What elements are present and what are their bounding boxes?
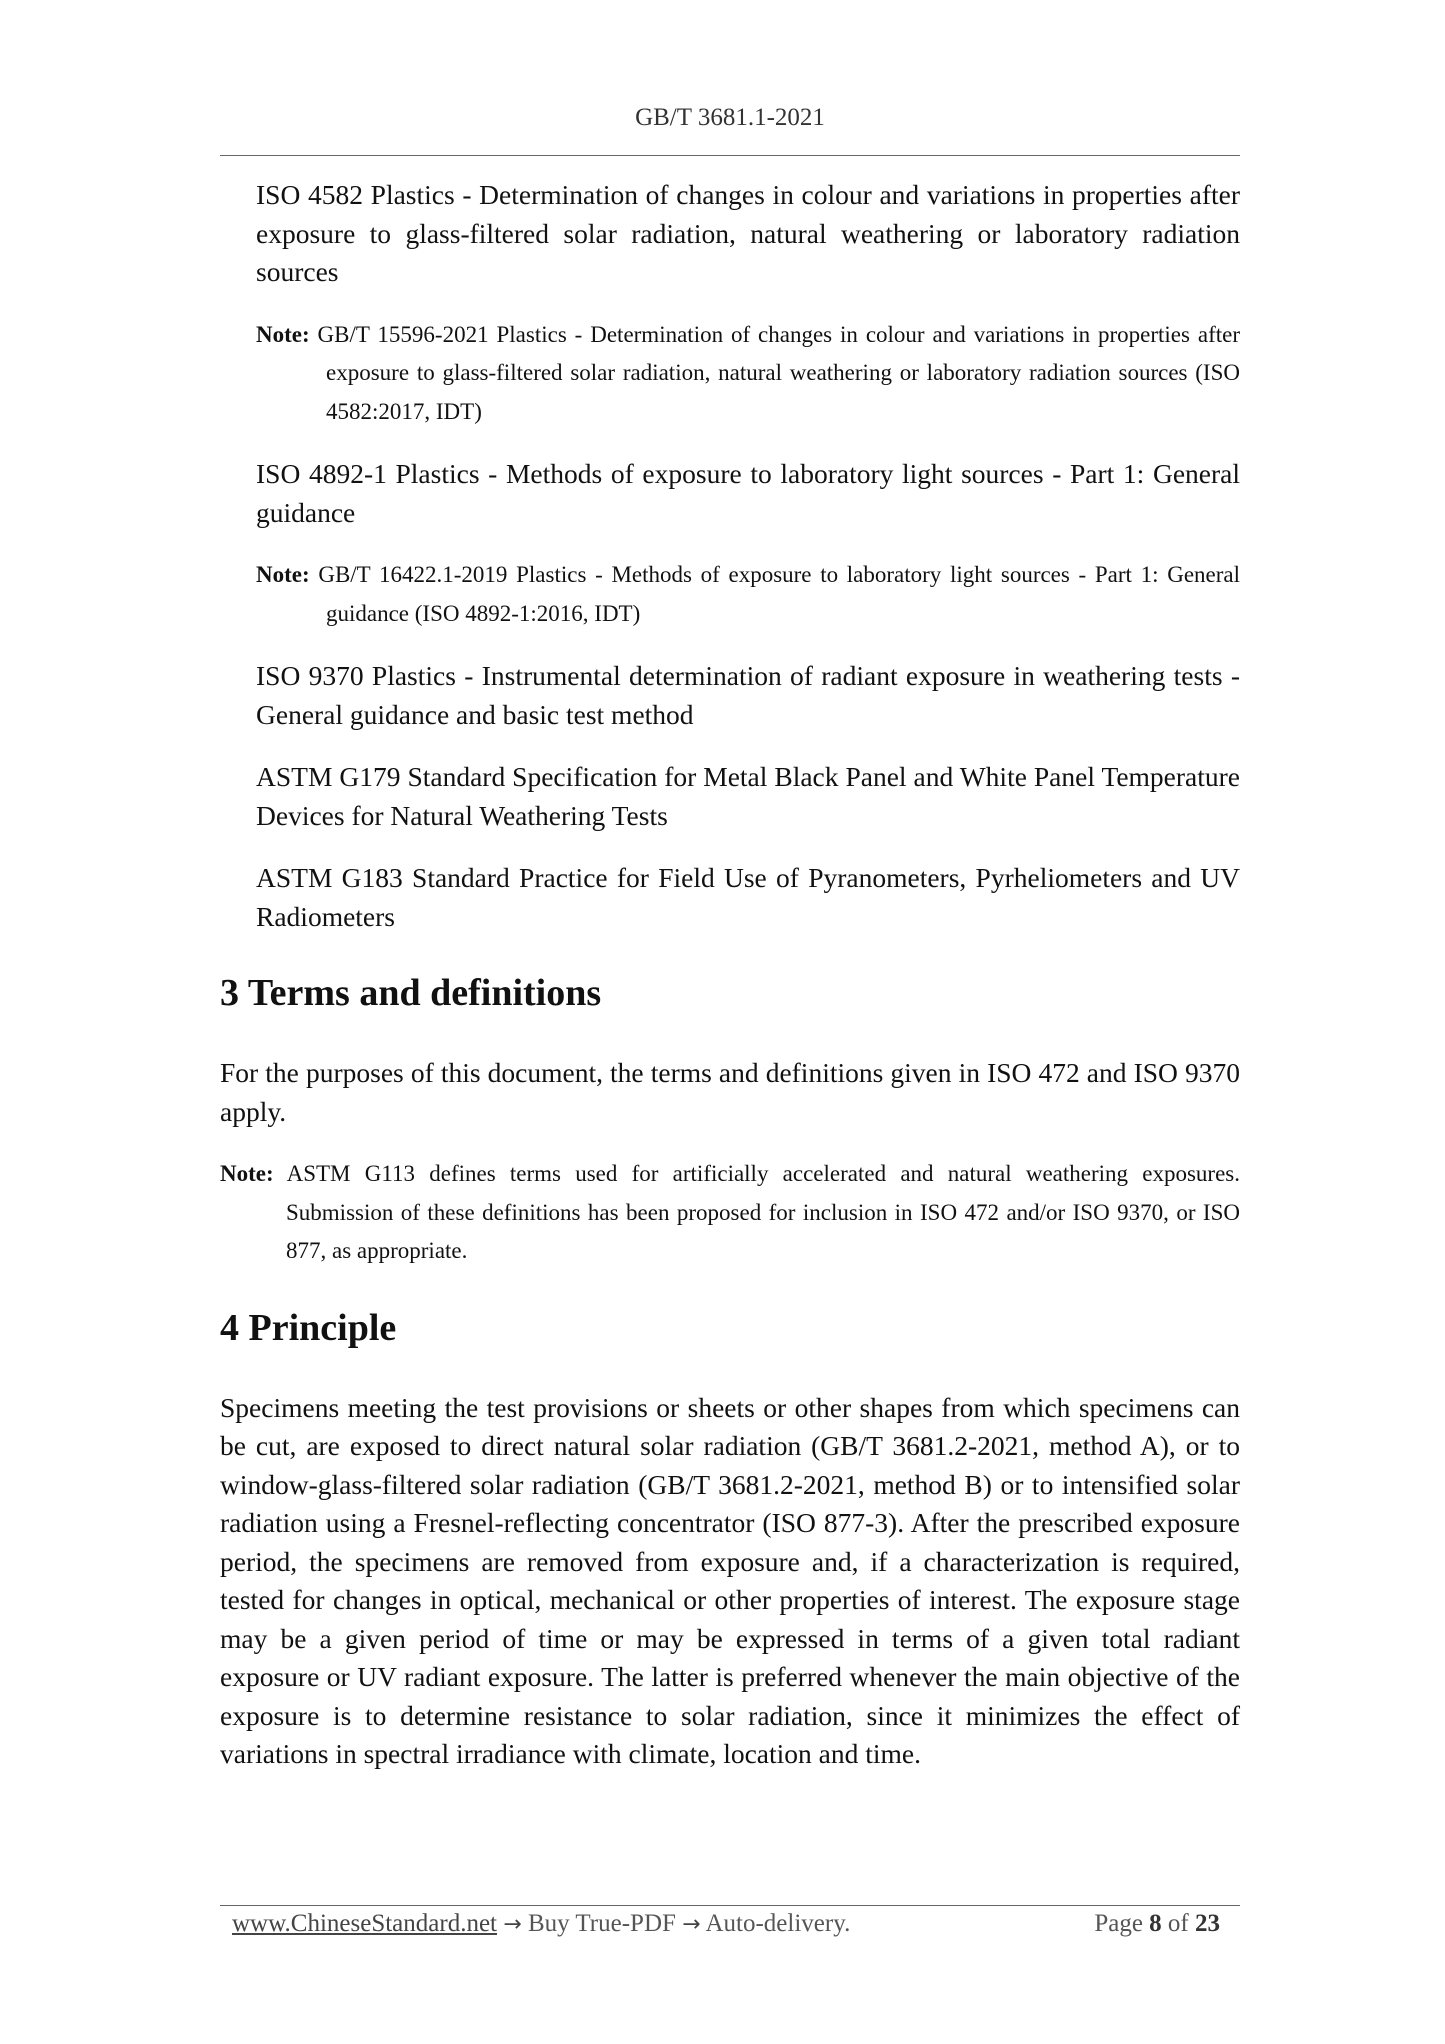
section-3-paragraph: For the purposes of this document, the terms and definitions given in ISO 472 and ISO 9370 apply. [220,1057,1240,1127]
reference-iso-4892-1: ISO 4892-1 Plastics - Methods of exposure to laboratory light sources - Part 1: General guidance [256,458,1240,528]
page-label: Page [1094,1910,1143,1937]
note-text: GB/T 16422.1-2019 Plastics - Methods of exposure to laboratory light sources - Part 1: General guidance (ISO 4892-1:2016, IDT) [318,562,1241,626]
delivery-text: Auto-delivery. [705,1910,851,1937]
note-label: Note: [256,321,310,347]
running-header: GB/T 3681.1-2021 [635,104,825,131]
note-label: Note: [256,562,310,587]
footer-divider [220,1905,1240,1906]
note-iso-4892-1 [256,556,1240,633]
note-iso-4582 [256,316,1240,432]
reference-iso-9370: ISO 9370 Plastics - Instrumental determination of radiant exposure in weathering tests - General guidance and basic test method [256,660,1240,730]
arrow-right-icon: → [682,1912,701,1937]
buy-link-text: Buy True-PDF [527,1910,676,1937]
current-page: 8 [1149,1910,1162,1937]
total-pages: 23 [1195,1910,1220,1937]
header-divider [220,155,1240,156]
page-number [1094,1910,1220,1938]
section-4-paragraph: Specimens meeting the test provisions or sheets or other shapes from which specimens can be cut, are exposed to direct natural solar radiation (GB/T 3681.2-2021, method A), or to window-glass-filtered solar radiation (GB/T 3681.2-2021, method B) or to intensified solar radiation using a Fresnel-reflecting concentrator (ISO 877-3). After the prescribed exposure period, the specimens are removed from exposure and, if a characterization is required, tested for changes in optical, mechanical or other properties of interest. The exposure stage may be a given period of time or may be expressed in terms of a given total radiant exposure or UV radiant exposure. The latter is preferred whenever the main objective of the exposure is to determine resistance to solar radiation, since it minimizes the effect of variations in spectral irradiance with climate, location and time. [220,1391,1240,1769]
arrow-right-icon: → [503,1912,522,1937]
site-link[interactable]: www.ChineseStandard.net [232,1910,497,1937]
section-4-heading: 4 Principle [220,1306,397,1349]
section-3-note [220,1155,1240,1271]
note-text: ASTM G113 defines terms used for artificially accelerated and natural weathering exposures. Submission of these definitions has been proposed for inclusion in ISO 472 and/or ISO 9370, or ISO 877, as appropriate. [286,1161,1240,1263]
page-footer [232,1910,1232,1938]
section-3-heading: 3 Terms and definitions [220,972,602,1014]
reference-astm-g179: ASTM G179 Standard Specification for Metal Black Panel and White Panel Temperature Devices for Natural Weathering Tests [256,761,1240,831]
reference-astm-g183: ASTM G183 Standard Practice for Field Use of Pyranometers, Pyrheliometers and UV Radiometers [256,862,1240,932]
note-text: GB/T 15596-2021 Plastics - Determination of changes in colour and variations in properties after exposure to glass-filtered solar radiation, natural weathering or laboratory radiation sources (ISO 4582:2017, IDT) [317,321,1240,424]
of-label: of [1167,1910,1189,1937]
page-body [220,176,1240,1798]
note-label: Note: [220,1161,274,1186]
reference-iso-4582: ISO 4582 Plastics - Determination of changes in colour and variations in properties after exposure to glass-filtered solar radiation, natural weathering or laboratory radiation sources [256,179,1240,287]
